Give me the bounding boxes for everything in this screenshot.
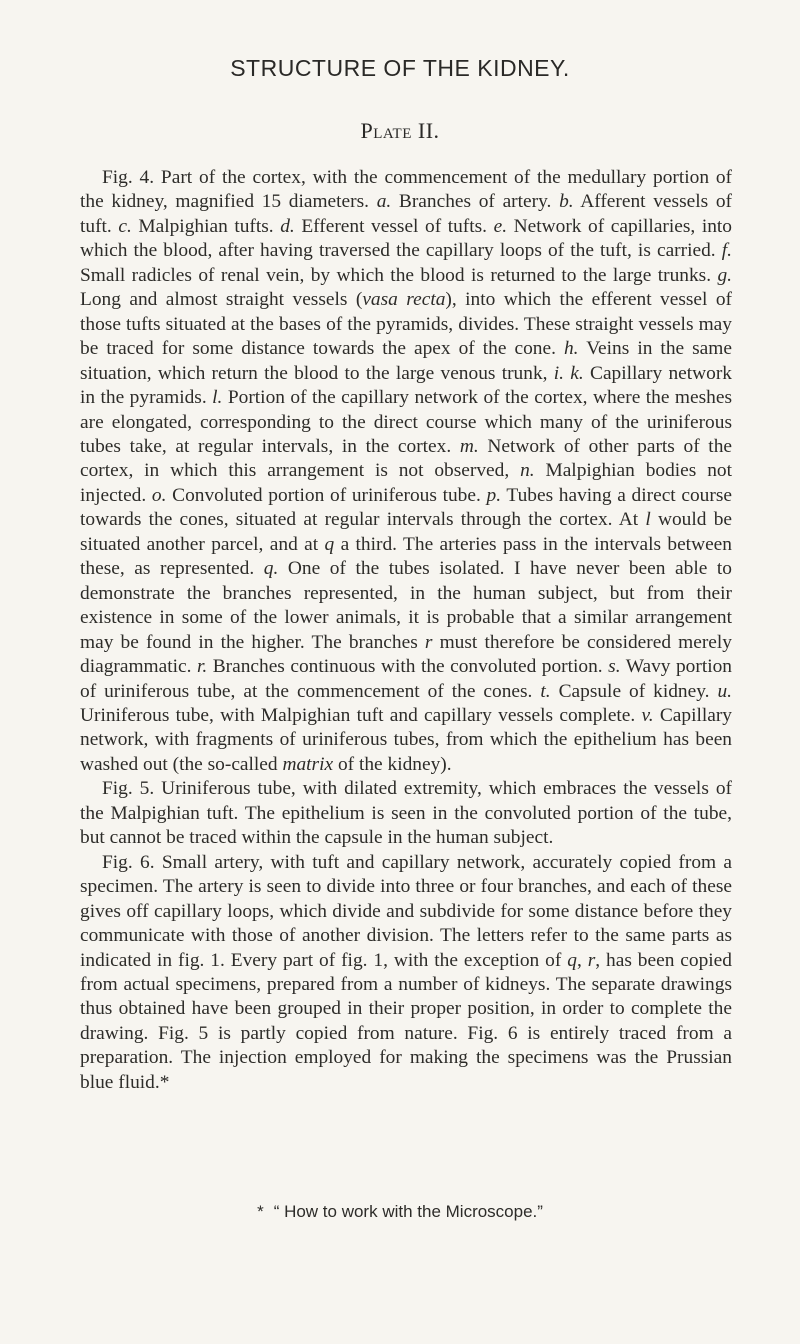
paragraph (80, 777, 732, 850)
italic-text-run: g. (717, 264, 732, 286)
italic-text-run: n. (520, 460, 535, 482)
italic-text-run: t. (540, 680, 551, 702)
text-run: Network of other parts of the cortex, in which this arrangement is not observed, (80, 435, 732, 482)
text-run: Capsule of kidney. (550, 680, 718, 702)
italic-text-run: d. (280, 215, 295, 237)
italic-text-run: r. (196, 656, 208, 678)
text-run: a third. The arteries pass in the intervals between these, as represented. (80, 533, 732, 580)
plate-description (80, 166, 732, 1095)
italic-text-run: s. (608, 656, 621, 678)
text-run: Afferent vessels of tuft. (80, 191, 732, 237)
paragraph (80, 851, 732, 1096)
italic-text-run: q (324, 533, 335, 555)
italic-text-run: r (587, 949, 596, 971)
text-run: Fig. 5. Uriniferous tube, with dilated extremity, which embraces the vessels of the Malpighian tuft. The epithelium is seen in the convoluted portion of the tube, but cannot be traced within the capsule in the human subject. (80, 778, 732, 849)
text-run: Tubes having a direct course towards the cones, situated at regular intervals through the cortex. At (80, 484, 732, 531)
footnote-mark: * (257, 1202, 264, 1221)
italic-text-run: matrix (282, 753, 334, 775)
italic-text-run: c. (118, 215, 132, 237)
text-run: Branches of artery. (391, 191, 560, 213)
italic-text-run: i. (553, 362, 564, 384)
text-run: Network of capillaries, into which the blood, after having traversed the capillary loops of the tuft, is carried. (80, 215, 732, 262)
italic-text-run: l (645, 509, 651, 531)
plate-title: Plate II. (360, 118, 440, 143)
italic-text-run: u. (717, 680, 732, 702)
italic-text-run: k. (570, 362, 584, 384)
text-run: , has been copied from actual specimens, prepared from a number of kidneys. The separate drawings thus obtained have been grouped in their proper position, in order to complete the drawing. Fig. 5 is partly copied from nature. Fig. 6 is entirely traced from a preparation. The injection employed for making the specimens was the Prussian blue fluid.* (80, 949, 732, 1093)
italic-text-run: q. (263, 558, 279, 580)
text-run: Capillary network in the pyramids. (80, 362, 732, 409)
italic-text-run: r (424, 631, 433, 653)
text-run: ), into which the efferent vessel of those tufts situated at the bases of the pyramids, divides. These straight vessels may be traced for some distance towards the apex of the cone. (80, 289, 732, 360)
italic-text-run: m. (459, 435, 479, 457)
text-run: Fig. 4. Part of the cortex, with the commencement of the medullary portion of the kidney, magnified 15 diameters. (80, 167, 732, 213)
footnote (0, 1202, 800, 1222)
italic-text-run: f. (721, 240, 732, 262)
italic-text-run: p. (486, 484, 502, 506)
text-run: Malpighian bodies not injected. (80, 460, 732, 506)
text-run: Portion of the capillary network of the cortex, where the meshes are elongated, corresponding to the direct course which many of the uriniferous tubes take, at regular intervals, in the cortex. (80, 387, 732, 457)
paragraph (80, 166, 732, 777)
text-run: Uriniferous tube, with Malpighian tuft and capillary vessels complete. (80, 704, 642, 726)
text-run: Long and almost straight vessels ( (80, 289, 363, 311)
italic-text-run: b. (559, 191, 574, 213)
italic-text-run: q (567, 949, 577, 971)
text-run: Efferent vessel of tufts. (294, 215, 494, 237)
text-run: , (576, 949, 588, 971)
text-run: Branches continuous with the convoluted portion. (207, 656, 609, 678)
italic-text-run: v. (641, 704, 654, 726)
italic-text-run: e. (493, 215, 508, 237)
text-run: Capillary network, with fragments of uriniferous tubes, from which the epithelium has been washed out (the so-called (80, 704, 732, 775)
italic-text-run: l. (212, 387, 223, 409)
italic-text-run: h. (563, 338, 579, 360)
text-run: would be situated another parcel, and at (80, 509, 732, 555)
text-run: Fig. 6. Small artery, with tuft and capillary network, accurately copied from a specimen. The artery is seen to divide into three or four branches, and each of these gives off capillary loops, which divide and subdivide for some distance before they communicate with those of another division. The letters refer to the same parts as indicated in fig. 1. Every part of fig. 1, with the exception of (80, 851, 732, 971)
text-run: must therefore be considered merely diagrammatic. (80, 631, 732, 678)
text-run: One of the tubes isolated. I have never been able to demonstrate the branches represented, in the human subject, but from their existence in some of the lower animals, it is probable that a similar arrangement may be found in the higher. The branches (80, 558, 732, 653)
footnote-text: “ How to work with the Microscope.” (273, 1202, 543, 1221)
text-run: Small radicles of renal vein, by which the blood is returned to the large trunks. (80, 264, 718, 286)
italic-text-run: o. (151, 484, 167, 506)
italic-text-run: a. (376, 191, 392, 213)
italic-text-run: vasa recta (362, 289, 446, 311)
text-run: of the kidney). (333, 753, 452, 775)
text-run: Malpighian tufts. (131, 215, 281, 237)
running-head: STRUCTURE OF THE KIDNEY. (230, 55, 570, 81)
text-run: Convoluted portion of uriniferous tube. (166, 484, 487, 506)
text-run: Veins in the same situation, which return the blood to the large venous trunk, (80, 338, 732, 384)
text-run: Wavy portion of uriniferous tube, at the commencement of the cones. (80, 656, 732, 702)
